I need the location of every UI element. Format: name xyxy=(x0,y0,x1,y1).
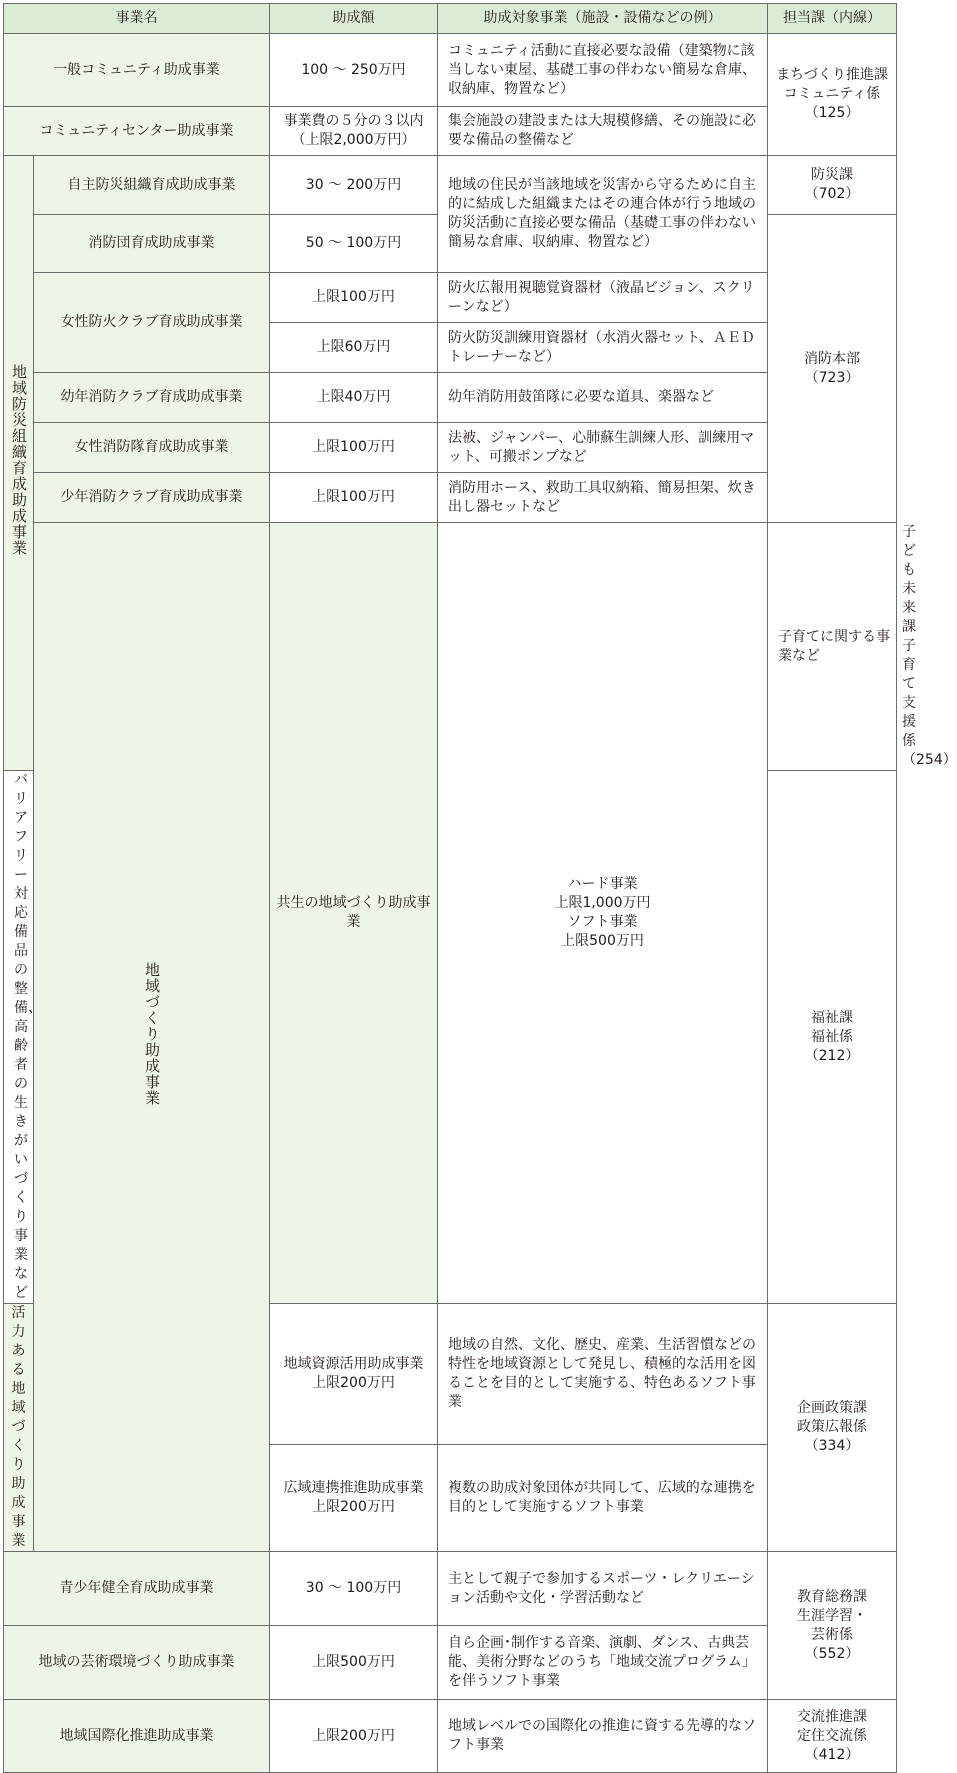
department: 消防本部 （723） xyxy=(768,215,897,523)
project-name: 少年消防クラブ育成助成事業 xyxy=(34,473,270,523)
target-description: 消防用ホース、救助工具収納箱、簡易担架、炊き出し器セットなど xyxy=(438,473,768,523)
project-name: コミュニティセンター助成事業 xyxy=(4,107,270,156)
subsidy-amount: 広域連携推進助成事業 上限200万円 xyxy=(270,1444,438,1551)
table-row xyxy=(4,1700,897,1773)
target-description: 主として親子で参加するスポーツ・レクリエーション活動や文化・学習活動など xyxy=(438,1552,768,1626)
table-row xyxy=(4,473,897,523)
header-row xyxy=(4,4,897,34)
group-label-community xyxy=(34,523,270,1552)
target-description: 地域レベルでの国際化の推進に資する先導的なソフト事業 xyxy=(438,1700,768,1773)
subsidy-amount: 30 ～ 200万円 xyxy=(270,156,438,215)
subsidy-amount: ハード事業 上限1,000万円 ソフト事業 上限500万円 xyxy=(438,523,768,1304)
target-description: コミュニティ活動に直接必要な設備（建築物に該当しない東屋、基礎工事の伴わない簡易な倉庫、収納庫、物置など） xyxy=(438,34,768,107)
department: まちづくり推進課 コミュニティ係 （125） xyxy=(768,34,897,156)
table-row xyxy=(4,156,897,215)
table-row xyxy=(4,373,897,423)
target-description: 地域の自然、文化、歴史、産業、生活習慣などの特性を地域資源として発見し、積極的な活用を図ることを目的として実施する、特色あるソフト事業 xyxy=(438,1304,768,1445)
header-target: 助成対象事業（施設・設備などの例） xyxy=(438,4,768,34)
table-row xyxy=(4,34,897,107)
project-name: 消防団育成助成事業 xyxy=(34,215,270,273)
subsidy-amount: 上限40万円 xyxy=(270,373,438,423)
group-label-disaster xyxy=(4,156,34,771)
department: 教育総務課 生涯学習・ 芸術係 （552） xyxy=(768,1552,897,1700)
project-name: 一般コミュニティ助成事業 xyxy=(4,34,270,107)
project-name: 活力ある地域づくり助成事業 xyxy=(4,1304,34,1552)
project-name: 地域の芸術環境づくり助成事業 xyxy=(4,1626,270,1700)
table-row xyxy=(4,1626,897,1700)
subsidy-amount: 50 ～ 100万円 xyxy=(270,215,438,273)
target-description: 複数の助成対象団体が共同して、広域的な連携を目的として実施するソフト事業 xyxy=(438,1444,768,1551)
subsidy-amount: 上限100万円 xyxy=(270,423,438,473)
target-description: 子育てに関する事業など xyxy=(768,523,897,771)
project-name: 青少年健全育成助成事業 xyxy=(4,1552,270,1626)
subsidy-amount: 100 ～ 250万円 xyxy=(270,34,438,107)
table-row xyxy=(4,107,897,156)
subsidy-amount: 上限500万円 xyxy=(270,1626,438,1700)
header-department: 担当課（内線） xyxy=(768,4,897,34)
group-label-text: 地域防災組織育成助成事業 xyxy=(10,364,28,556)
subsidy-amount: 上限200万円 xyxy=(270,1700,438,1773)
subsidy-amount: 上限60万円 xyxy=(270,323,438,373)
table-row: 地域づくり助成事業 共生の地域づくり助成事業 ハード事業 上限1,000万円 ソフト事業 上限500万円 子育てに関する事業など 子ども未来課 子育て支援係 （254） xyxy=(4,523,897,771)
target-description: バリアフリー対応備品の整備、高齢者の生きがいづくり事業など xyxy=(4,771,34,1304)
target-description: 自ら企画･制作する音楽、演劇、ダンス、古典芸能、美術分野などのうち「地域交流プログラム」を伴うソフト事業 xyxy=(438,1626,768,1700)
project-name: 女性消防隊育成助成事業 xyxy=(34,423,270,473)
target-description: 集会施設の建設または大規模修繕、その施設に必要な備品の整備など xyxy=(438,107,768,156)
subsidy-amount: 地域資源活用助成事業 上限200万円 xyxy=(270,1304,438,1445)
project-name: 幼年消防クラブ育成助成事業 xyxy=(34,373,270,423)
department: 防災課 （702） xyxy=(768,156,897,215)
target-description: 防火広報用視聴覚資器材（液晶ビジョン、スクリーンなど） xyxy=(438,273,768,323)
department: 福祉課 福祉係 （212） xyxy=(768,771,897,1304)
target-description: 法被、ジャンパー、心肺蘇生訓練人形、訓練用マット、可搬ポンプなど xyxy=(438,423,768,473)
header-project-name: 事業名 xyxy=(4,4,270,34)
project-name: 自主防災組織育成助成事業 xyxy=(34,156,270,215)
department: 交流推進課 定住交流係 （412） xyxy=(768,1700,897,1773)
table-row xyxy=(4,423,897,473)
header-amount: 助成額 xyxy=(270,4,438,34)
department: 企画政策課 政策広報係 （334） xyxy=(768,1304,897,1552)
project-name: 女性防火クラブ育成助成事業 xyxy=(34,273,270,373)
target-description: 幼年消防用鼓笛隊に必要な道具、楽器など xyxy=(438,373,768,423)
table-row xyxy=(4,273,897,323)
table-row xyxy=(4,1552,897,1626)
group-label-text: 地域づくり助成事業 xyxy=(143,962,161,1106)
subsidy-table xyxy=(3,3,957,1773)
project-name: 共生の地域づくり助成事業 xyxy=(270,523,438,1304)
subsidy-amount: 上限100万円 xyxy=(270,473,438,523)
subsidy-amount: 上限100万円 xyxy=(270,273,438,323)
target-description: 地域の住民が当該地域を災害から守るために自主的に結成した組織またはその連合体が行う地域の防災活動に直接必要な備品（基礎工事の伴わない簡易な倉庫、収納庫、物置など） xyxy=(438,156,768,273)
project-name: 地域国際化推進助成事業 xyxy=(4,1700,270,1773)
subsidy-amount: 事業費の５分の３以内 （上限2,000万円） xyxy=(270,107,438,156)
subsidy-amount: 30 ～ 100万円 xyxy=(270,1552,438,1626)
target-description: 防火防災訓練用資器材（水消火器セット、ＡＥＤトレーナーなど） xyxy=(438,323,768,373)
